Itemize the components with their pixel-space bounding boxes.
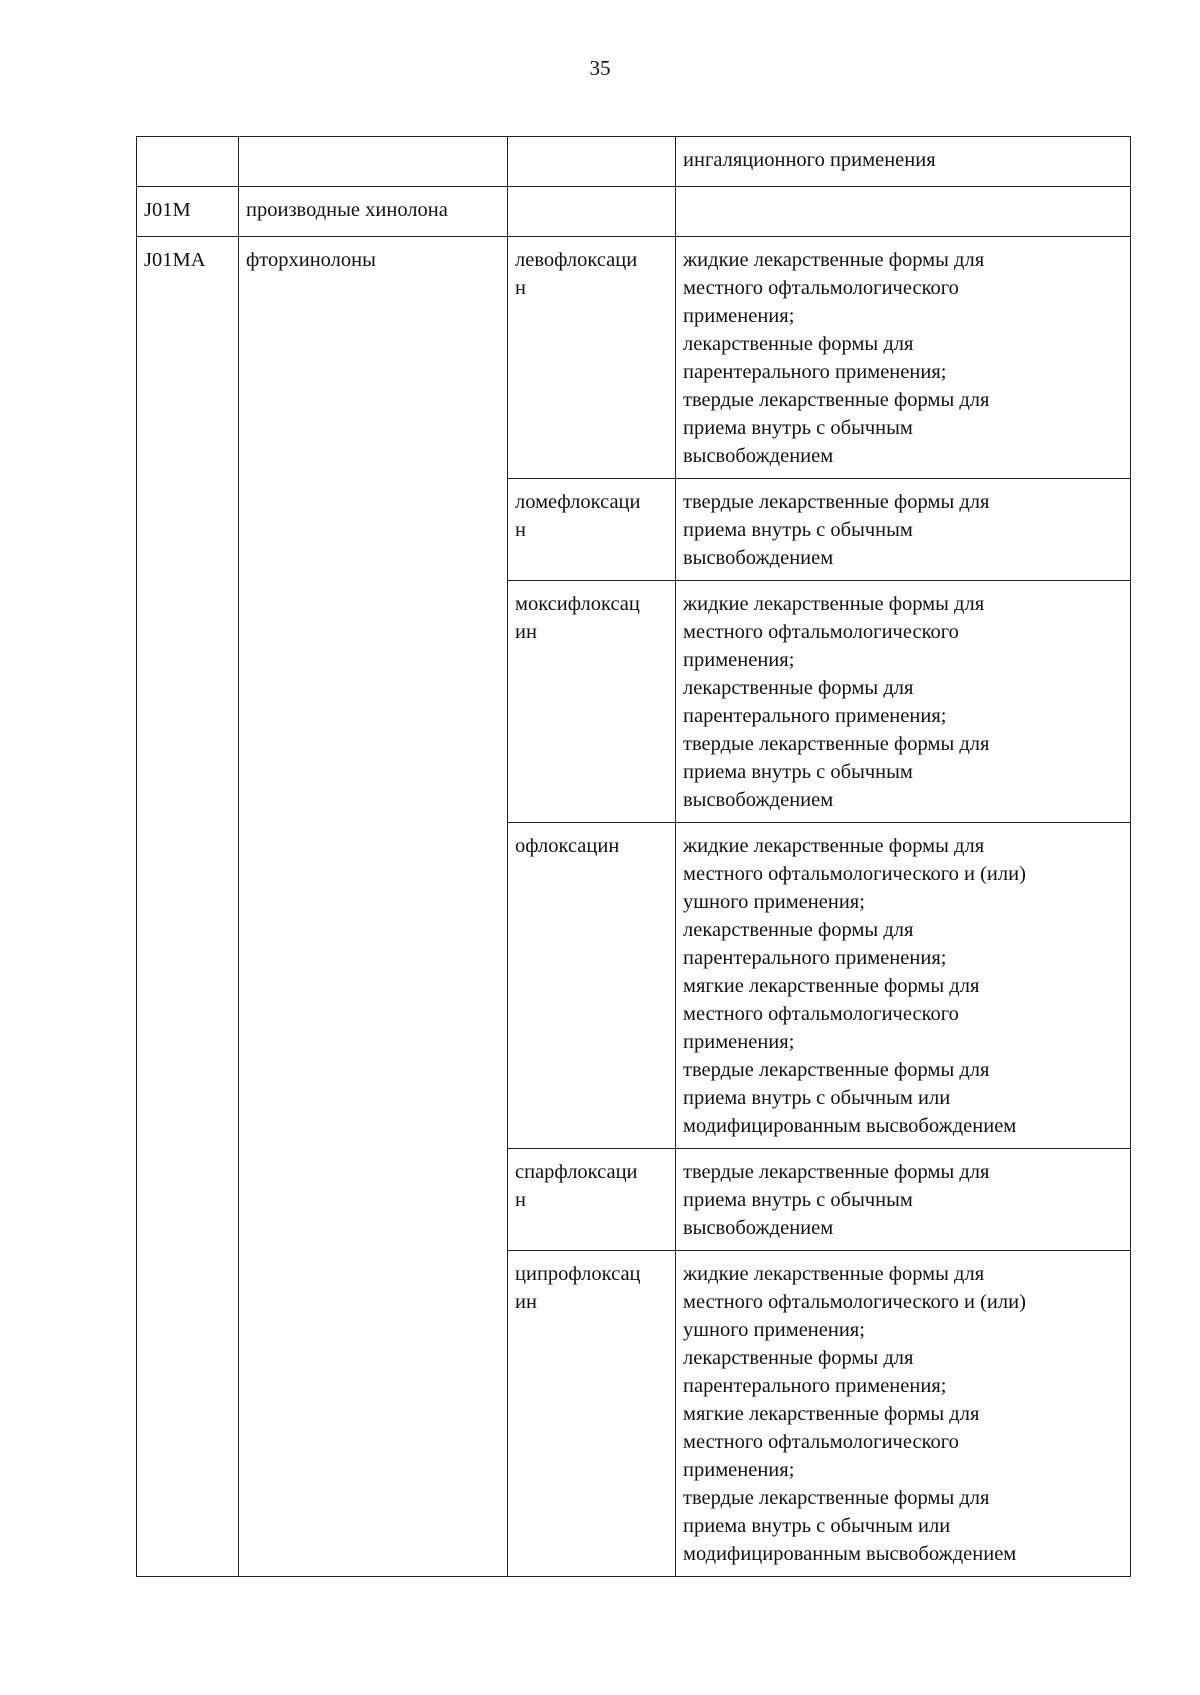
dosage-form-line: жидкие лекарственные формы для [683,835,985,857]
table-row [137,237,1131,479]
dosage-form-line: жидкие лекарственные формы для [683,1263,985,1285]
drug-name-cell [508,823,676,1149]
medication-table [136,136,1131,1577]
drug-name-line: н [515,1189,526,1211]
dosage-form-line: высвобождением [683,1217,834,1239]
dosage-forms-cell [676,479,1131,581]
table-body [137,137,1131,1577]
drug-name-line: ципрофлоксац [515,1263,641,1285]
dosage-form-line: лекарственные формы для [683,1347,914,1369]
dosage-form-line: жидкие лекарственные формы для [683,249,985,271]
dosage-form-line: применения; [683,1459,795,1481]
drug-name-cell [508,1149,676,1251]
dosage-form-line: парентерального применения; [683,705,947,727]
dosage-form-line: приема внутрь с обычным [683,1189,913,1211]
dosage-form-line: твердые лекарственные формы для [683,1487,990,1509]
dosage-form-line: применения; [683,649,795,671]
dosage-form-line: лекарственные формы для [683,333,914,355]
dosage-form-line: парентерального применения; [683,1375,947,1397]
dosage-form-line: приема внутрь с обычным или [683,1515,951,1537]
dosage-forms-cell [676,581,1131,823]
drug-name-cell [508,137,676,187]
drug-name-line: моксифлоксац [515,593,640,615]
dosage-form-line: парентерального применения; [683,361,947,383]
dosage-form-line: местного офтальмологического [683,277,959,299]
table-row-group [137,187,1131,237]
dosage-form-line: твердые лекарственные формы для [683,1059,990,1081]
dosage-form-line: лекарственные формы для [683,677,914,699]
dosage-form-line: местного офтальмологического [683,1003,959,1025]
dosage-form-line: высвобождением [683,789,834,811]
dosage-forms-cell [676,137,1131,187]
atc-code-cell: J01M [137,187,239,237]
dosage-form-line: местного офтальмологического [683,1431,959,1453]
table-row-continued [137,137,1131,187]
page-number: 35 [589,56,611,80]
dosage-form-line: применения; [683,305,795,327]
drug-name-line: офлоксацин [515,835,620,857]
drug-name-line: ломефлоксаци [515,491,641,513]
dosage-forms-cell [676,237,1131,479]
drug-name-cell [508,581,676,823]
drug-name-line: ин [515,621,537,643]
dosage-form-line: применения; [683,1031,795,1053]
group-name-cell [239,137,508,187]
dosage-forms-cell [676,1149,1131,1251]
dosage-form-line: местного офтальмологического и (или) [683,1291,1026,1313]
drug-name-line: ин [515,1291,537,1313]
dosage-form-line: модифицированным высвобождением [683,1115,1017,1137]
drug-name-line: левофлоксаци [515,249,638,271]
dosage-form-line: мягкие лекарственные формы для [683,1403,980,1425]
atc-code-cell: J01MA [137,237,239,1577]
dosage-form-line: высвобождением [683,547,834,569]
dosage-forms-cell [676,823,1131,1149]
dosage-form-line: ингаляционного применения [683,149,936,171]
drug-name-line: спарфлоксаци [515,1161,638,1183]
dosage-form-line: твердые лекарственные формы для [683,733,990,755]
dosage-form-line: твердые лекарственные формы для [683,491,990,513]
drug-name-cell [508,237,676,479]
atc-code-cell [137,137,239,187]
dosage-form-line: твердые лекарственные формы для [683,1161,990,1183]
group-name-cell: производные хинолона [239,187,508,237]
dosage-form-line: местного офтальмологического [683,621,959,643]
dosage-form-line: приема внутрь с обычным [683,519,913,541]
drug-name-cell [508,187,676,237]
drug-name-cell [508,1251,676,1577]
drug-name-line: н [515,277,526,299]
dosage-form-line: высвобождением [683,445,834,467]
dosage-form-line: местного офтальмологического и (или) [683,863,1026,885]
drug-name-line: н [515,519,526,541]
dosage-form-line: жидкие лекарственные формы для [683,593,985,615]
dosage-form-line: ушного применения; [683,1319,865,1341]
dosage-form-line: приема внутрь с обычным [683,761,913,783]
dosage-form-line: приема внутрь с обычным [683,417,913,439]
dosage-form-line: парентерального применения; [683,947,947,969]
dosage-form-line: модифицированным высвобождением [683,1543,1017,1565]
dosage-form-line: ушного применения; [683,891,865,913]
dosage-form-line: твердые лекарственные формы для [683,389,990,411]
dosage-form-line: лекарственные формы для [683,919,914,941]
dosage-form-line: приема внутрь с обычным или [683,1087,951,1109]
dosage-form-line: мягкие лекарственные формы для [683,975,980,997]
dosage-forms-cell [676,187,1131,237]
dosage-forms-cell [676,1251,1131,1577]
drug-name-cell [508,479,676,581]
group-name-cell: фторхинолоны [239,237,508,1577]
